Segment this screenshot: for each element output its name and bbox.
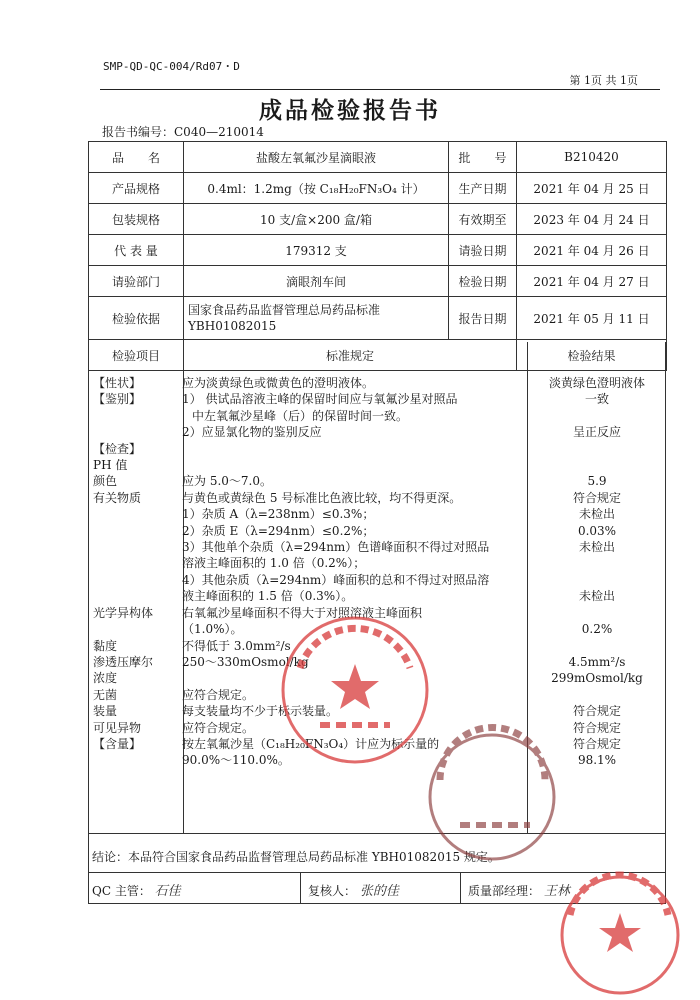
request-date-value: 2021 年 04 月 26 日 [517, 235, 667, 266]
batch-value: B210420 [517, 142, 667, 173]
basis-label: 检验依据 [89, 297, 184, 340]
test-item: 装量 [93, 704, 118, 719]
standard-line: 中左氧氟沙星峰（后）的保留时间一致。 [192, 408, 409, 423]
standard-line: 不得低于 3.0mm²/s [182, 638, 291, 653]
result-line: 一致 [584, 392, 609, 407]
standard-line: 2）杂质 E（λ=294nm）≤0.2%； [182, 523, 375, 538]
report-number: 报告书编号：C040—210014 [102, 125, 264, 139]
expiry-label: 有效期至 [449, 204, 517, 235]
doc-code: SMP-QD-QC-004/Rd07・D [103, 60, 240, 73]
inspection-stamp [430, 728, 554, 860]
standard-line: 2）应显氯化物的鉴别反应 [182, 425, 322, 440]
result-line: 未检出 [578, 507, 615, 522]
spec-label: 产品规格 [89, 173, 184, 204]
reviewer-handwritten-signature: 张的佳 [359, 884, 399, 899]
standard-line: 1）杂质 A（λ=238nm）≤0.3%； [182, 507, 375, 522]
package-label: 包装规格 [89, 204, 184, 235]
test-item: 黏度 [93, 638, 118, 653]
result-line: 0.2% [581, 622, 613, 637]
inspect-date-label: 检验日期 [449, 266, 517, 297]
result-header: 检验结果 [517, 340, 667, 371]
conclusion: 结论：本品符合国家食品药品监督管理总局药品标准 YBH01082015 规定。 [92, 850, 500, 864]
request-date-label: 请验日期 [449, 235, 517, 266]
quantity-value: 179312 支 [184, 235, 449, 266]
standard-line: 每支装量均不少于标示装量。 [182, 704, 339, 719]
result-line: 299mOsmol/kg [551, 671, 643, 686]
standard-line: 应符合规定。 [182, 720, 255, 735]
result-line: 未检出 [578, 589, 615, 604]
result-line: 符合规定 [572, 736, 621, 751]
product-name: 盐酸左氧氟沙星滴眼液 [184, 142, 449, 173]
test-item: 【鉴别】 [93, 392, 142, 407]
manager-label: 质量部经理： [468, 884, 541, 898]
test-item: 【检查】 [93, 441, 142, 456]
result-line: 0.03% [577, 523, 617, 538]
expiry-value: 2023 年 04 月 24 日 [517, 204, 667, 235]
quantity-label: 代 表 量 [89, 235, 184, 266]
test-item: 颜色 [93, 474, 118, 489]
result-line: 符合规定 [572, 720, 621, 735]
dept-label: 请验部门 [89, 266, 184, 297]
result-line: 4.5mm²/s [568, 654, 626, 669]
dept-value: 滴眼剂车间 [184, 266, 449, 297]
standard-line: 溶液主峰面积的 1.0 倍（0.2%）； [182, 556, 366, 571]
standard-line: 90.0%～110.0%。 [182, 753, 290, 768]
report-date-value: 2021 年 05 月 11 日 [517, 297, 667, 340]
inspect-date-value: 2021 年 04 月 27 日 [517, 266, 667, 297]
test-item: PH 值 [93, 458, 128, 473]
result-line: 98.1% [577, 753, 617, 768]
test-item: 渗透压摩尔 [93, 654, 154, 669]
reviewer-label: 复核人： [308, 884, 357, 898]
standard-line: 右氧氟沙星峰面积不得大于对照溶液主峰面积 [182, 605, 423, 620]
prod-date-label: 生产日期 [449, 173, 517, 204]
batch-label: 批 号 [449, 142, 517, 173]
test-item: 有关物质 [93, 490, 142, 505]
standard-header: 标准规定 [184, 340, 517, 371]
standard-line: 1） 供试品溶液主峰的保留时间应与氧氟沙星对照品 [182, 392, 458, 407]
test-item: 浓度 [93, 671, 118, 686]
qc-handwritten-signature: 石佳 [154, 884, 181, 899]
standard-line: 液主峰面积的 1.5 倍（0.3%）。 [182, 589, 354, 604]
package-value: 10 支/盒×200 盒/箱 [184, 204, 449, 235]
manager-handwritten-signature: 王林 [543, 884, 570, 899]
test-item: 可见异物 [93, 720, 142, 735]
quality-stamp [562, 875, 678, 993]
standard-line: 应为 5.0～7.0。 [182, 474, 272, 489]
standard-line: 250～330mOsmol/kg [182, 654, 309, 669]
test-item: 【性状】 [93, 376, 142, 390]
result-line: 未检出 [578, 540, 615, 555]
product-name-label: 品 名 [89, 142, 184, 173]
standard-line: 与黄色或黄绿色 5 号标准比色液比较，均不得更深。 [182, 490, 462, 505]
page-number: 第 1页 共 1页 [569, 74, 638, 87]
page-title: 成品检验报告书 [259, 98, 441, 124]
qc-label: QC 主管： [92, 884, 151, 898]
basis-value: 国家食品药品监督管理总局药品标准 YBH01082015 [184, 297, 449, 340]
standard-line: 应符合规定。 [182, 687, 255, 702]
standard-line: 3）其他单个杂质（λ=294nm）色谱峰面积不得过对照品 [182, 540, 490, 555]
test-item: 无菌 [93, 687, 118, 702]
standard-line: （1.0%）。 [182, 622, 243, 637]
result-line: 符合规定 [572, 704, 621, 719]
prod-date-value: 2021 年 04 月 25 日 [517, 173, 667, 204]
test-item: 【含量】 [93, 736, 142, 751]
test-item: 光学异构体 [93, 605, 154, 620]
spec-value: 0.4ml：1.2mg（按 C₁₈H₂₀FN₃O₄ 计） [184, 173, 449, 204]
standard-line: 应为淡黄绿色或微黄色的澄明液体。 [182, 376, 375, 390]
report-date-label: 报告日期 [449, 297, 517, 340]
item-header: 检验项目 [89, 340, 184, 371]
standard-line: 按左氧氟沙星（C₁₈H₂₀FN₃O₄）计应为标示量的 [182, 736, 440, 751]
result-line: 淡黄绿色澄明液体 [548, 376, 645, 390]
result-line: 符合规定 [572, 490, 621, 505]
standard-line: 4）其他杂质（λ=294nm）峰面积的总和不得过对照品溶 [182, 572, 490, 587]
result-line: 5.9 [587, 474, 607, 489]
inspection-stamp [283, 618, 427, 762]
result-line: 呈正反应 [572, 425, 621, 440]
